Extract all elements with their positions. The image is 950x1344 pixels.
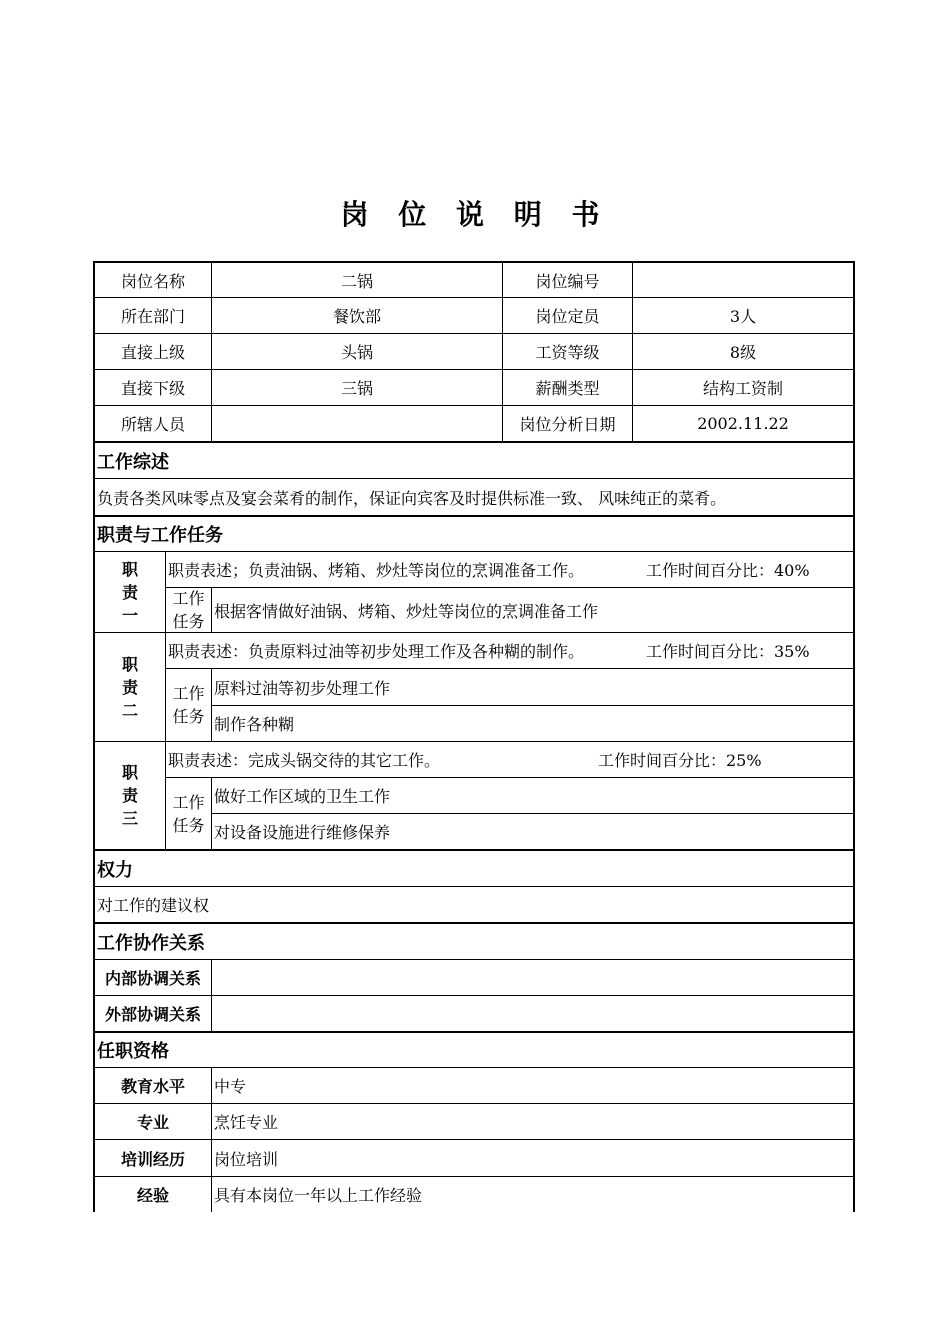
summary-text: 负责各类风味零点及宴会菜肴的制作，保证向宾客及时提供标准一致、 风味纯正的菜肴。 (97, 488, 727, 508)
salary-grade-value: 8级 (729, 343, 757, 362)
headcount-value: 3人 (729, 307, 757, 326)
staff-label: 所辖人员 (120, 415, 185, 434)
major-value: 烹饪专业 (214, 1113, 279, 1132)
duty-3-task-label: 工作 任务 (172, 792, 205, 835)
duty-3-name: 职 责 三 (121, 763, 138, 828)
relations-heading: 工作协作关系 (97, 932, 205, 954)
job-code-value (633, 263, 853, 297)
duty-1-name: 职 责 一 (121, 559, 138, 625)
staff-value (212, 406, 502, 441)
duty-3-task-2: 对设备设施进行维修保养 (214, 823, 391, 842)
experience-value: 具有本岗位一年以上工作经验 (214, 1186, 423, 1205)
department-label: 所在部门 (120, 307, 185, 326)
page-title: 岗 位 说 明 书 (340, 198, 610, 231)
department-value: 餐饮部 (332, 307, 381, 326)
duty-2-task-label: 工作 任务 (172, 684, 205, 726)
authority-text: 对工作的建议权 (97, 896, 210, 915)
analysis-date-value: 2002.11.22 (697, 414, 789, 433)
duty-1-percent: 工作时间百分比：40% (646, 561, 810, 580)
headcount-label: 岗位定员 (535, 307, 600, 326)
duty-2-task-1: 原料过油等初步处理工作 (214, 678, 391, 698)
duty-3-task-1: 做好工作区域的卫生工作 (214, 787, 391, 806)
job-name-value: 二锅 (340, 271, 373, 291)
duty-1-task-label: 工作 任务 (172, 589, 205, 631)
duty-1-task-1: 根据客情做好油锅、烤箱、炒灶等岗位的烹调准备工作 (214, 601, 599, 621)
duties-heading: 职责与工作任务 (97, 525, 223, 546)
job-code-label: 岗位编号 (535, 271, 600, 291)
pay-type-value: 结构工资制 (702, 379, 783, 398)
external-relations-label: 外部协调关系 (104, 1005, 201, 1024)
external-relations-value (212, 996, 853, 1031)
pay-type-label: 薪酬类型 (535, 379, 600, 398)
authority-heading: 权力 (97, 859, 133, 881)
subordinate-value: 三锅 (340, 379, 373, 398)
duty-2-task-2: 制作各种糊 (214, 715, 295, 734)
duty-3-statement: 职责表述：完成头锅交待的其它工作。 (168, 751, 441, 770)
duty-1-statement: 职责表述；负责油锅、烤箱、炒灶等岗位的烹调准备工作。 (168, 561, 585, 580)
education-value: 中专 (214, 1077, 247, 1096)
training-label: 培训经历 (120, 1149, 185, 1169)
education-label: 教育水平 (120, 1077, 185, 1096)
internal-relations-label: 内部协调关系 (104, 969, 201, 988)
supervisor-label: 直接上级 (120, 343, 185, 362)
training-value: 岗位培训 (214, 1149, 279, 1169)
duty-2-name: 职 责 二 (121, 654, 138, 720)
duty-2-statement: 职责表述：负责原料过油等初步处理工作及各种糊的制作。 (168, 642, 585, 661)
job-name-label: 岗位名称 (120, 271, 185, 291)
experience-label: 经验 (136, 1186, 169, 1205)
supervisor-value: 头锅 (340, 343, 373, 362)
internal-relations-value (212, 960, 853, 995)
analysis-date-label: 岗位分析日期 (519, 415, 616, 434)
major-label: 专业 (136, 1113, 169, 1132)
duty-3-percent: 工作时间百分比：25% (598, 751, 762, 770)
qualifications-heading: 任职资格 (97, 1041, 169, 1062)
summary-heading: 工作综述 (97, 451, 169, 473)
duty-2-percent: 工作时间百分比：35% (646, 642, 810, 661)
subordinate-label: 直接下级 (120, 379, 185, 398)
salary-grade-label: 工资等级 (535, 343, 600, 362)
